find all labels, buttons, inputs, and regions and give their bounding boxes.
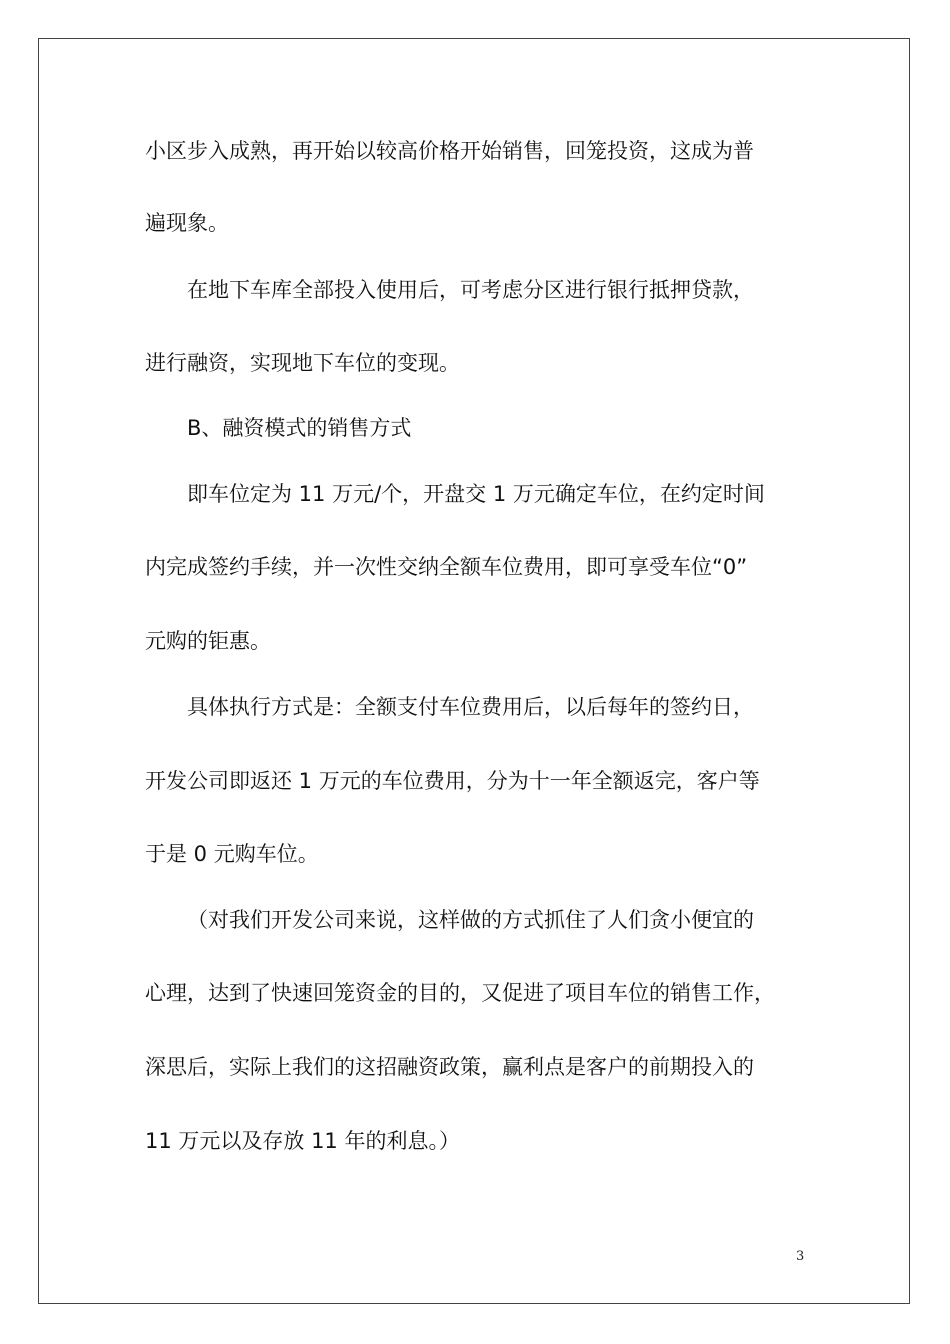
paragraph-line-6: 即车位定为 11 万元/个，开盘交 1 万元确定车位，在约定时间: [187, 482, 765, 506]
paragraph-line-15: 11 万元以及存放 11 年的利息。）: [145, 1129, 460, 1153]
paragraph-line-8: 元购的钜惠。: [145, 629, 271, 653]
paragraph-line-9: 具体执行方式是：全额支付车位费用后，以后每年的签约日，: [187, 695, 754, 719]
paragraph-line-11: 于是 0 元购车位。: [145, 842, 319, 866]
paragraph-line-12: （对我们开发公司来说，这样做的方式抓住了人们贪小便宜的: [187, 908, 754, 932]
paragraph-line-7: 内完成签约手续，并一次性交纳全额车位费用，即可享受车位“0”: [145, 555, 748, 579]
paragraph-line-3: 在地下车库全部投入使用后，可考虑分区进行银行抵押贷款，: [187, 278, 754, 302]
paragraph-line-10: 开发公司即返还 1 万元的车位费用，分为十一年全额返完，客户等: [145, 769, 760, 793]
paragraph-line-2: 遍现象。: [145, 211, 229, 235]
paragraph-line-1: 小区步入成熟，再开始以较高价格开始销售，回笼投资，这成为普: [145, 139, 754, 163]
section-heading: B、融资模式的销售方式: [187, 416, 412, 440]
paragraph-line-13: 心理，达到了快速回笼资金的目的，又促进了项目车位的销售工作，: [145, 981, 775, 1005]
paragraph-line-14: 深思后，实际上我们的这招融资政策，赢利点是客户的前期投入的: [145, 1055, 754, 1079]
page-number: 3: [796, 1249, 805, 1264]
paragraph-line-4: 进行融资，实现地下车位的变现。: [145, 351, 460, 375]
